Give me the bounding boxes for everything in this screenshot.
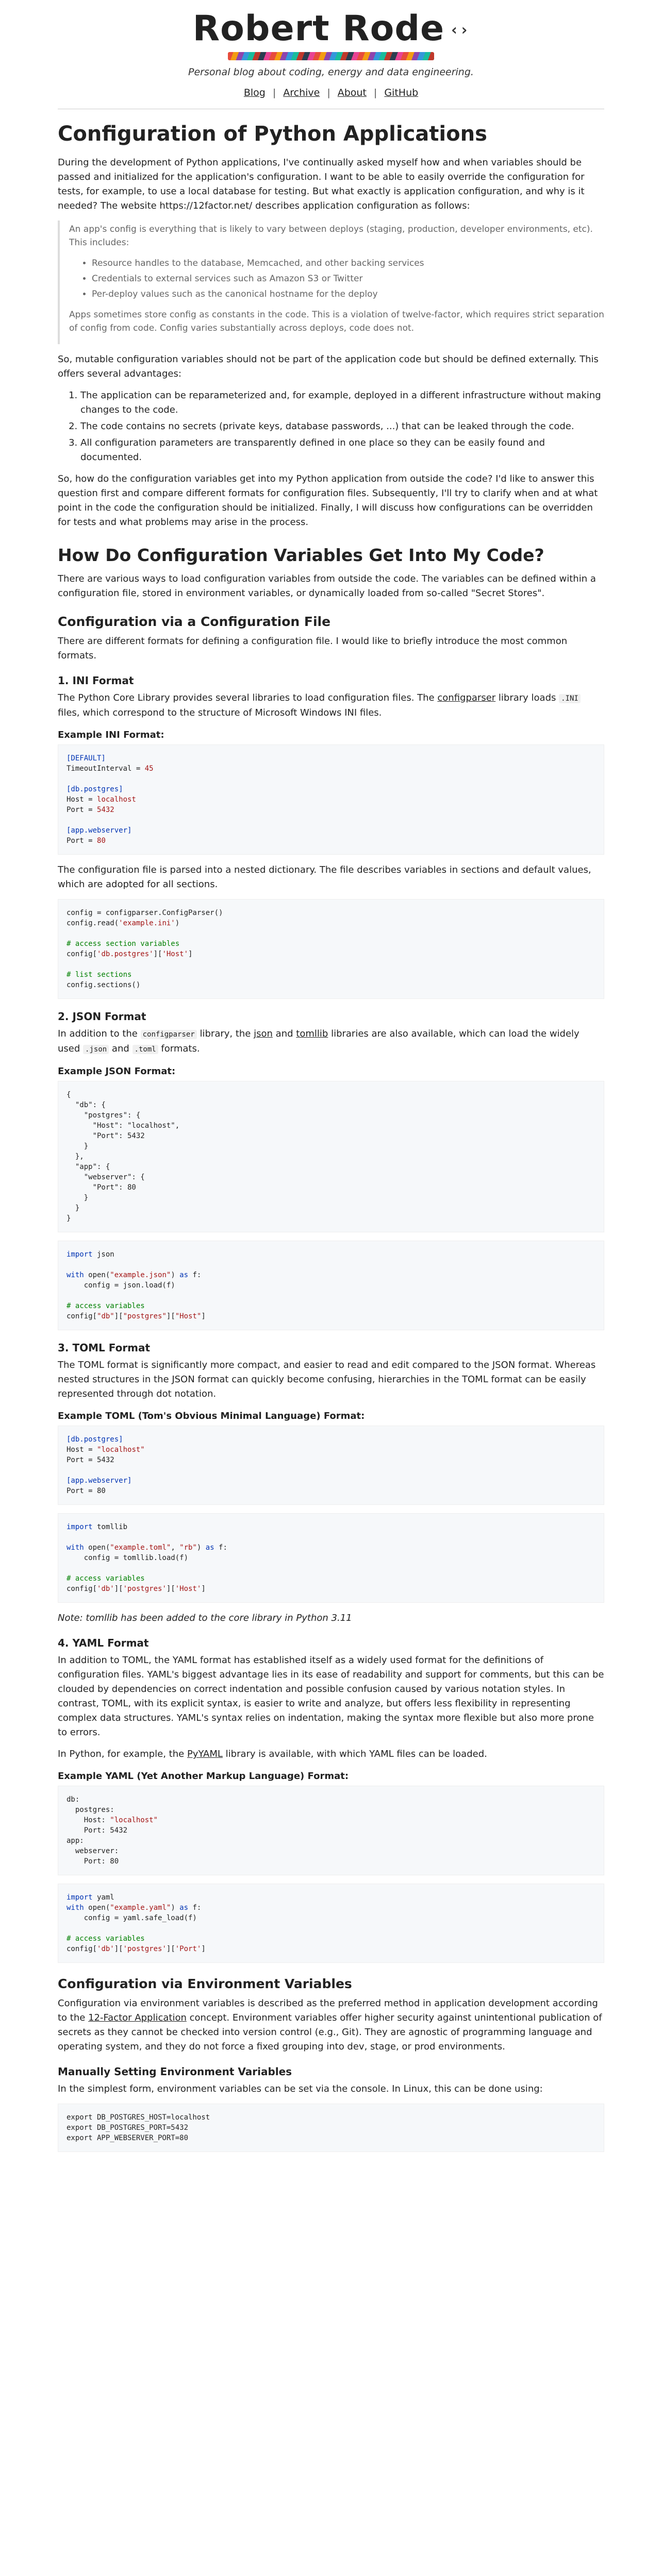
list-item: 1. The application can be reparameterized and, for example, deployed in a different infrastructure without making changes to the code. [80, 388, 604, 417]
ini-ext-code: .INI [559, 694, 581, 703]
section-env-text [58, 1996, 604, 2054]
json-text-c: and [275, 1028, 293, 1040]
yaml-python-code: import yaml with open("example.yaml") as f: config = yaml.safe_load(f) # access variables config['db']['postgres']['Port'] [58, 1884, 604, 1963]
quote-list [69, 257, 604, 301]
ini-text [58, 691, 604, 720]
list-item: • Per-deploy values such as the canonical hostname for the deploy [92, 287, 604, 301]
yaml-text2-b: library is available, with which YAML files can be loaded. [225, 1749, 487, 1760]
toml-ext-code: .toml [133, 1045, 158, 1054]
ini-after-text: The configuration file is parsed into a nested dictionary. The file describes variables in sections and default values, which are adopted for all sections. [58, 865, 591, 890]
ini-text-b: library loads [498, 692, 556, 704]
yaml-example-title: Example YAML (Yet Another Markup Language) Format: [58, 1771, 349, 1782]
site-title[interactable] [58, 8, 604, 51]
yaml-text2-a: In Python, for example, the [58, 1749, 185, 1760]
list-item: 2. The code contains no secrets (private keys, database passwords, ...) that can be leaked through the code. [80, 419, 604, 434]
ini-example-title: Example INI Format: [58, 730, 164, 741]
main-nav [58, 87, 604, 98]
nav-about[interactable]: About [337, 87, 367, 99]
configparser-code: configparser [141, 1030, 197, 1039]
nav-separator: | [327, 87, 330, 99]
ini-python-code: config = configparser.ConfigParser() config.read('example.ini') # access section variables config['db.postgres']['Host'] # list sections config.sections() [58, 899, 604, 999]
json-text [58, 1027, 604, 1057]
toml-python-code: import tomllib with open("example.toml", "rb") as f: config = tomllib.load(f) # access variables config['db']['postgres']['Host'] [58, 1513, 604, 1603]
toml-note: Note: tomllib has been added to the core library in Python 3.11 [58, 1613, 352, 1624]
article-title: Configuration of Python Applications [58, 122, 487, 146]
env-text-b: concept. Environment variables offer higher security against unintentional publication of secrets as they cannot be checked into version control (e.g., Git). They are agnostic of programming language and operating system, and they do not force a fixed grouping into dev, stage, or prod environments. [58, 2012, 602, 2053]
site-header [58, 0, 604, 98]
json-python-code: import json with open("example.json") as f: config = json.load(f) # access variables config["db"]["postgres"]["Host"] [58, 1241, 604, 1330]
tomllib-link[interactable]: tomllib [296, 1028, 328, 1040]
json-text-f: formats. [161, 1043, 200, 1055]
section-how-text: There are various ways to load configuration variables from outside the code. The variables can be defined within a configuration file, stored in environment variables, or dynamically loaded from so-called "Secret Stores". [58, 573, 596, 599]
nav-separator: | [272, 87, 276, 99]
json-text-a: In addition to the [58, 1028, 138, 1040]
configparser-link[interactable]: configparser [437, 692, 496, 704]
json-text-e: and [111, 1043, 129, 1055]
nav-github[interactable]: GitHub [384, 87, 419, 99]
toml-example-title: Example TOML (Tom's Obvious Minimal Language) Format: [58, 1411, 365, 1422]
env-shell-code: export DB_POSTGRES_HOST=localhost export DB_POSTGRES_PORT=5432 export APP_WEBSERVER_PORT=80 [58, 2104, 604, 2152]
section-file-text: There are different formats for defining a configuration file. I would like to briefly introduce the most common formats. [58, 636, 568, 662]
yaml-title: 4. YAML Format [58, 1637, 149, 1650]
json-title: 2. JSON Format [58, 1010, 146, 1023]
ini-text-a: The Python Core Library provides several libraries to load configuration files. The [58, 692, 435, 704]
pyyaml-link[interactable]: PyYAML [187, 1749, 223, 1760]
ini-title: 1. INI Format [58, 674, 134, 687]
json-text-b: library, the [200, 1028, 251, 1040]
banner-image [228, 52, 434, 60]
toml-title: 3. TOML Format [58, 1342, 151, 1354]
site-title-text: Robert Rode [192, 8, 445, 49]
ini-example-code: [DEFAULT] TimeoutInterval = 45 [db.postgres] Host = localhost Port = 5432 [app.webserver] Port = 80 [58, 744, 604, 855]
ini-text-c: files, which correspond to the structure of Microsoft Windows INI files. [58, 707, 382, 719]
quote-paragraph-2: Apps sometimes store config as constants in the code. This is a violation of twelve-factor, which requires strict separation of config from code. Config varies substantially across deploys, code does not. [69, 310, 604, 334]
section-how-title: How Do Configuration Variables Get Into My Code? [58, 545, 544, 566]
tagline: Personal blog about coding, energy and data engineering. [188, 66, 474, 78]
nav-blog[interactable]: Blog [243, 87, 266, 99]
intro-paragraph: During the development of Python applications, I've continually asked myself how and when variables should be passed and initialized for the application's configuration. I want to be able to easily override the configuration for tests, for example, to use a local database for testing. But what exactly is application configuration, and why is it needed? The website https://12factor.net/ describes application configuration as follows: [58, 157, 585, 212]
list-item: • Credentials to external services such as Amazon S3 or Twitter [92, 272, 604, 285]
advantages-intro: So, mutable configuration variables should not be part of the application code but should be defined externally. This offers several advantages: [58, 354, 599, 380]
json-example-title: Example JSON Format: [58, 1066, 176, 1077]
toml-text: The TOML format is significantly more compact, and easier to read and edit compared to the JSON format. Whereas nested structures in the JSON format can quickly become confusing, hierarchies in the TOML format can be easily represented through dot notation. [58, 1360, 596, 1400]
list-item: • Resource handles to the database, Memcached, and other backing services [92, 257, 604, 270]
section-env-title: Configuration via Environment Variables [58, 1976, 352, 1992]
json-link[interactable]: json [254, 1028, 273, 1040]
quote-paragraph-1: An app's config is everything that is likely to vary between deploys (staging, production, developer environments, etc). This includes: [69, 224, 593, 248]
twelve-factor-quote [58, 221, 604, 344]
question-paragraph: So, how do the configuration variables get into my Python application from outside the code? I'd like to answer this question first and compare different formats for configuration files. Subsequently, I'll try to clarify when and at what point in the code the configuration should be initialized. Finally, I will discuss how configurations can be overridden for tests and what problems may arise in the process. [58, 473, 598, 528]
nav-archive[interactable]: Archive [283, 87, 320, 99]
manual-env-title: Manually Setting Environment Variables [58, 2065, 292, 2078]
yaml-example-code: db: postgres: Host: "localhost" Port: 5432 app: webserver: Port: 80 [58, 1786, 604, 1875]
env-text-a: Configuration via environment variables is described as the preferred method in application development according to the [58, 1998, 598, 2024]
json-example-code: { "db": { "postgres": { "Host": "localhost", "Port": 5432 } }, "app": { "webserver": { "Port": 80 } } } [58, 1081, 604, 1232]
manual-env-text: In the simplest form, environment variables can be set via the console. In Linux, this can be done using: [58, 2083, 543, 2095]
advantages-list [58, 388, 604, 465]
yaml-text-2 [58, 1747, 604, 1761]
section-file-title: Configuration via a Configuration File [58, 614, 331, 630]
twelve-factor-link[interactable]: 12-Factor Application [88, 2012, 187, 2024]
json-text-d: libraries are also available, which can load the widely used [58, 1028, 580, 1055]
list-item: 3. All configuration parameters are transparently defined in one place so they can be easily found and documented. [80, 436, 604, 465]
article [58, 122, 604, 2152]
page [58, 0, 604, 2152]
code-icon: ‹› [450, 21, 470, 40]
json-ext-code: .json [83, 1045, 109, 1054]
nav-separator: | [373, 87, 377, 99]
toml-example-code: [db.postgres] Host = "localhost" Port = 5432 [app.webserver] Port = 80 [58, 1426, 604, 1505]
yaml-text: In addition to TOML, the YAML format has established itself as a widely used format for the definitions of configuration files. YAML's biggest advantage lies in its ease of readability and support for comments, but this can be clouded by dependencies on correct indentation and possible confusion caused by various notation styles. In contrast, TOML, with its explicit syntax, is easier to write and analyze, but offers less flexibility in representing complex data structures. YAML's syntax relies on indentation, making the syntax more flexible but also more prone to errors. [58, 1655, 604, 1738]
